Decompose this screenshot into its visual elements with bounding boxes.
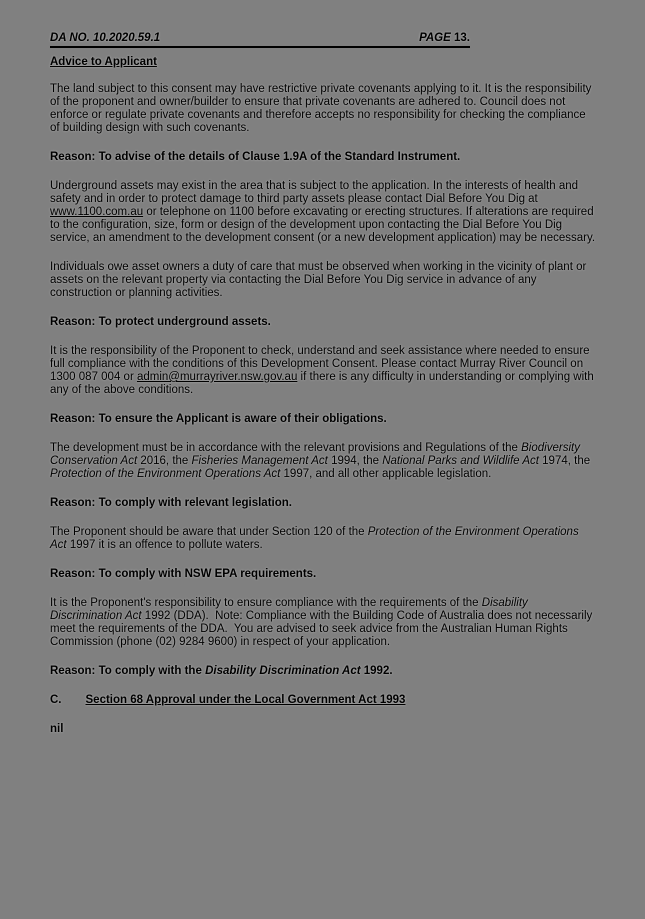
section-c-label: C. <box>50 694 62 706</box>
da-number: DA NO. 10.2020.59.1 <box>50 32 161 44</box>
reason-epa: Reason: To comply with NSW EPA requirements. <box>50 568 317 580</box>
act-name: Disability Discrimination Act <box>205 665 361 677</box>
paragraph-text: 2016, the <box>137 455 192 467</box>
paragraph-legislation <box>50 442 597 481</box>
reason-text: Reason: To comply with the <box>50 665 206 677</box>
paragraph-text: It is the responsibility of the Proponent to check, understand and seek assistance where needed to ensure full compliance with the conditions of this Development Consent. Please contact Murray River Council on 1300 087 004 or <box>50 345 590 383</box>
paragraph-text: or telephone on 1100 before excavating or erecting structures. If alterations are required to the configuration, size, form or design of the development upon contacting the Dial Before You Dig service, an amendment to the development consent (or a new development application) may be necessary. <box>50 206 596 244</box>
paragraph-text: 1994, the <box>327 455 383 467</box>
act-name: Disability Discrimination Act <box>50 597 528 622</box>
act-name: National Parks and Wildlife Act <box>382 455 539 467</box>
act-name: Protection of the Environment Operations Act <box>50 526 579 551</box>
reason-obligations: Reason: To ensure the Applicant is aware of their obligations. <box>50 413 387 425</box>
reason-text: 1992. <box>360 665 393 677</box>
paragraph-text: if there is any difficulty in understanding or complying with any of the above conditions. <box>50 371 594 396</box>
page-indicator <box>419 32 470 45</box>
paragraph-dda <box>50 597 597 649</box>
paragraph-text: Underground assets may exist in the area that is subject to the application. In the interests of health and safety and in order to protect damage to third party assets please contact Dial Before You Dig at <box>50 180 579 205</box>
paragraph-pollution <box>50 526 597 552</box>
page-number: 13. <box>454 32 470 44</box>
act-name: Protection of the Environment Operations Act <box>50 468 281 480</box>
doc-header <box>50 32 470 48</box>
paragraph-covenants: The land subject to this consent may have restrictive private covenants applying to it. It is the responsibility of the proponent and owner/builder to ensure that private covenants are adhered to. Council does not enforce or regulate private covenants and therefore accepts no responsibility for checking the compliance of building design with such covenants. <box>50 83 592 134</box>
paragraph-text: 1997, and all other applicable legislation. <box>280 468 492 480</box>
paragraph-underground-assets <box>50 180 597 245</box>
paragraph-text: 1997 it is an offence to pollute waters. <box>66 539 263 551</box>
reason-covenants: Reason: To advise of the details of Clause 1.9A of the Standard Instrument. <box>50 151 461 163</box>
paragraph-obligations <box>50 345 597 397</box>
section-68-heading: Section 68 Approval under the Local Government Act 1993 <box>85 694 406 706</box>
paragraph-text: 1992 (DDA). Note: Compliance with the Building Code of Australia does not necessarily meet the requirements of the DDA. You are advised to seek advice from the Australian Human Rights Commission (phone (02) 9284 9600) in respect of your application. <box>50 610 593 648</box>
paragraph-text: It is the Proponent's responsibility to ensure compliance with the requirements of the <box>50 597 482 609</box>
advice-to-applicant-heading: Advice to Applicant <box>50 56 157 68</box>
act-name: Biodiversity Conservation Act <box>50 442 580 467</box>
act-name: Fisheries Management Act <box>191 455 328 467</box>
reason-legislation: Reason: To comply with relevant legislation. <box>50 497 292 509</box>
paragraph-text: The Proponent should be aware that under Section 120 of the <box>50 526 368 538</box>
paragraph-duty-of-care: Individuals owe asset owners a duty of care that must be observed when working in the vicinity of plant or assets on the relevant property via contacting the Dial Before You Dig service in advance of any construction or planning activities. <box>50 261 587 299</box>
nil-text: nil <box>50 723 64 735</box>
paragraph-text: The development must be in accordance with the relevant provisions and Regulations of the <box>50 442 522 454</box>
reason-dda <box>50 665 597 678</box>
section-c-heading-row <box>50 694 597 707</box>
paragraph-text: 1974, the <box>538 455 591 467</box>
dial-before-you-dig-link[interactable]: www.1100.com.au <box>50 206 144 218</box>
council-email-link[interactable]: admin@murrayriver.nsw.gov.au <box>136 371 298 383</box>
reason-underground: Reason: To protect underground assets. <box>50 316 271 328</box>
page-label: PAGE <box>419 32 454 44</box>
